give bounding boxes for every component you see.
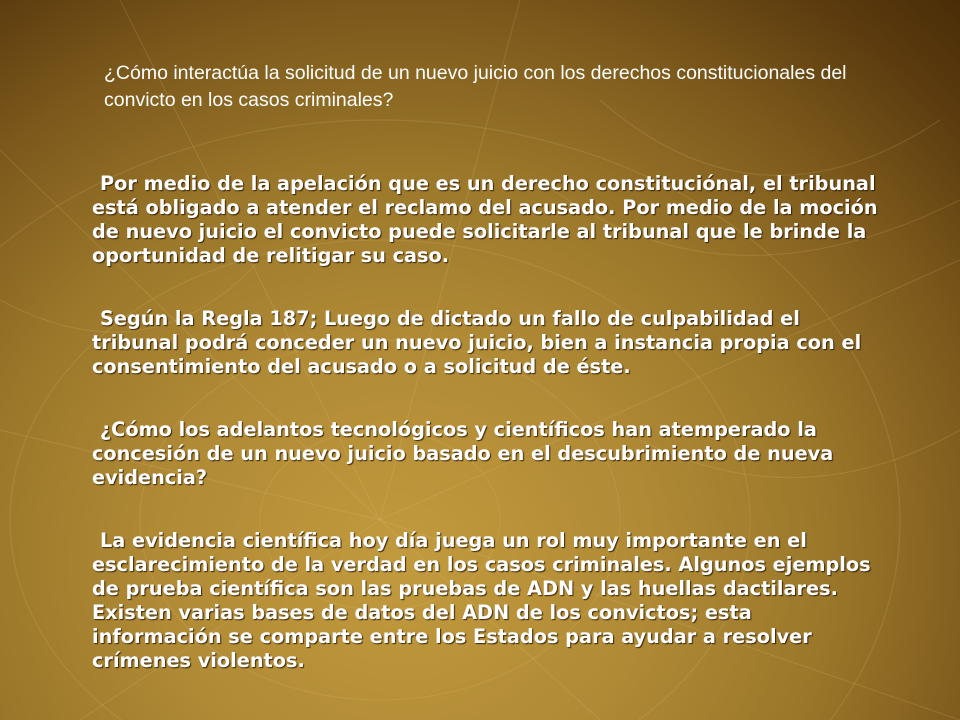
slide-title: ¿Cómo interactúa la solicitud de un nuevo juicio con los derechos constitucionales del convicto en los casos criminales? [104,62,847,111]
paragraph-rule-187: Según la Regla 187; Luego de dictado un fallo de culpabilidad el tribunal podrá conceder un nuevo juicio, bien a instancia propia con el consentimiento del acusado o a solicitud de éste. [92,307,862,378]
paragraph-scientific-evidence: La evidencia científica hoy día juega un rol muy importante en el esclarecimiento de la verdad en los casos criminales. Algunos ejemplos de prueba científica son las pruebas de ADN y las huellas dactilares. Existen varias bases de datos del ADN de los convictos; esta información se comparte entre los Estados para ayudar a resolver crímenes violentos. [92,529,871,672]
paragraph-appeal: Por medio de la apelación que es un derecho constituciónal, el tribunal está obligado a atender el reclamo del acusado. Por medio de la moción de nuevo juicio el convicto puede solicitarle al tribunal que le brinde la oportunidad de relitigar su caso. [92,172,878,267]
paragraph-question-technology: ¿Cómo los adelantos tecnológicos y científicos han atemperado la concesión de un nuevo juicio basado en el descubrimiento de nueva evidencia? [92,418,834,489]
slide-body [92,172,882,712]
